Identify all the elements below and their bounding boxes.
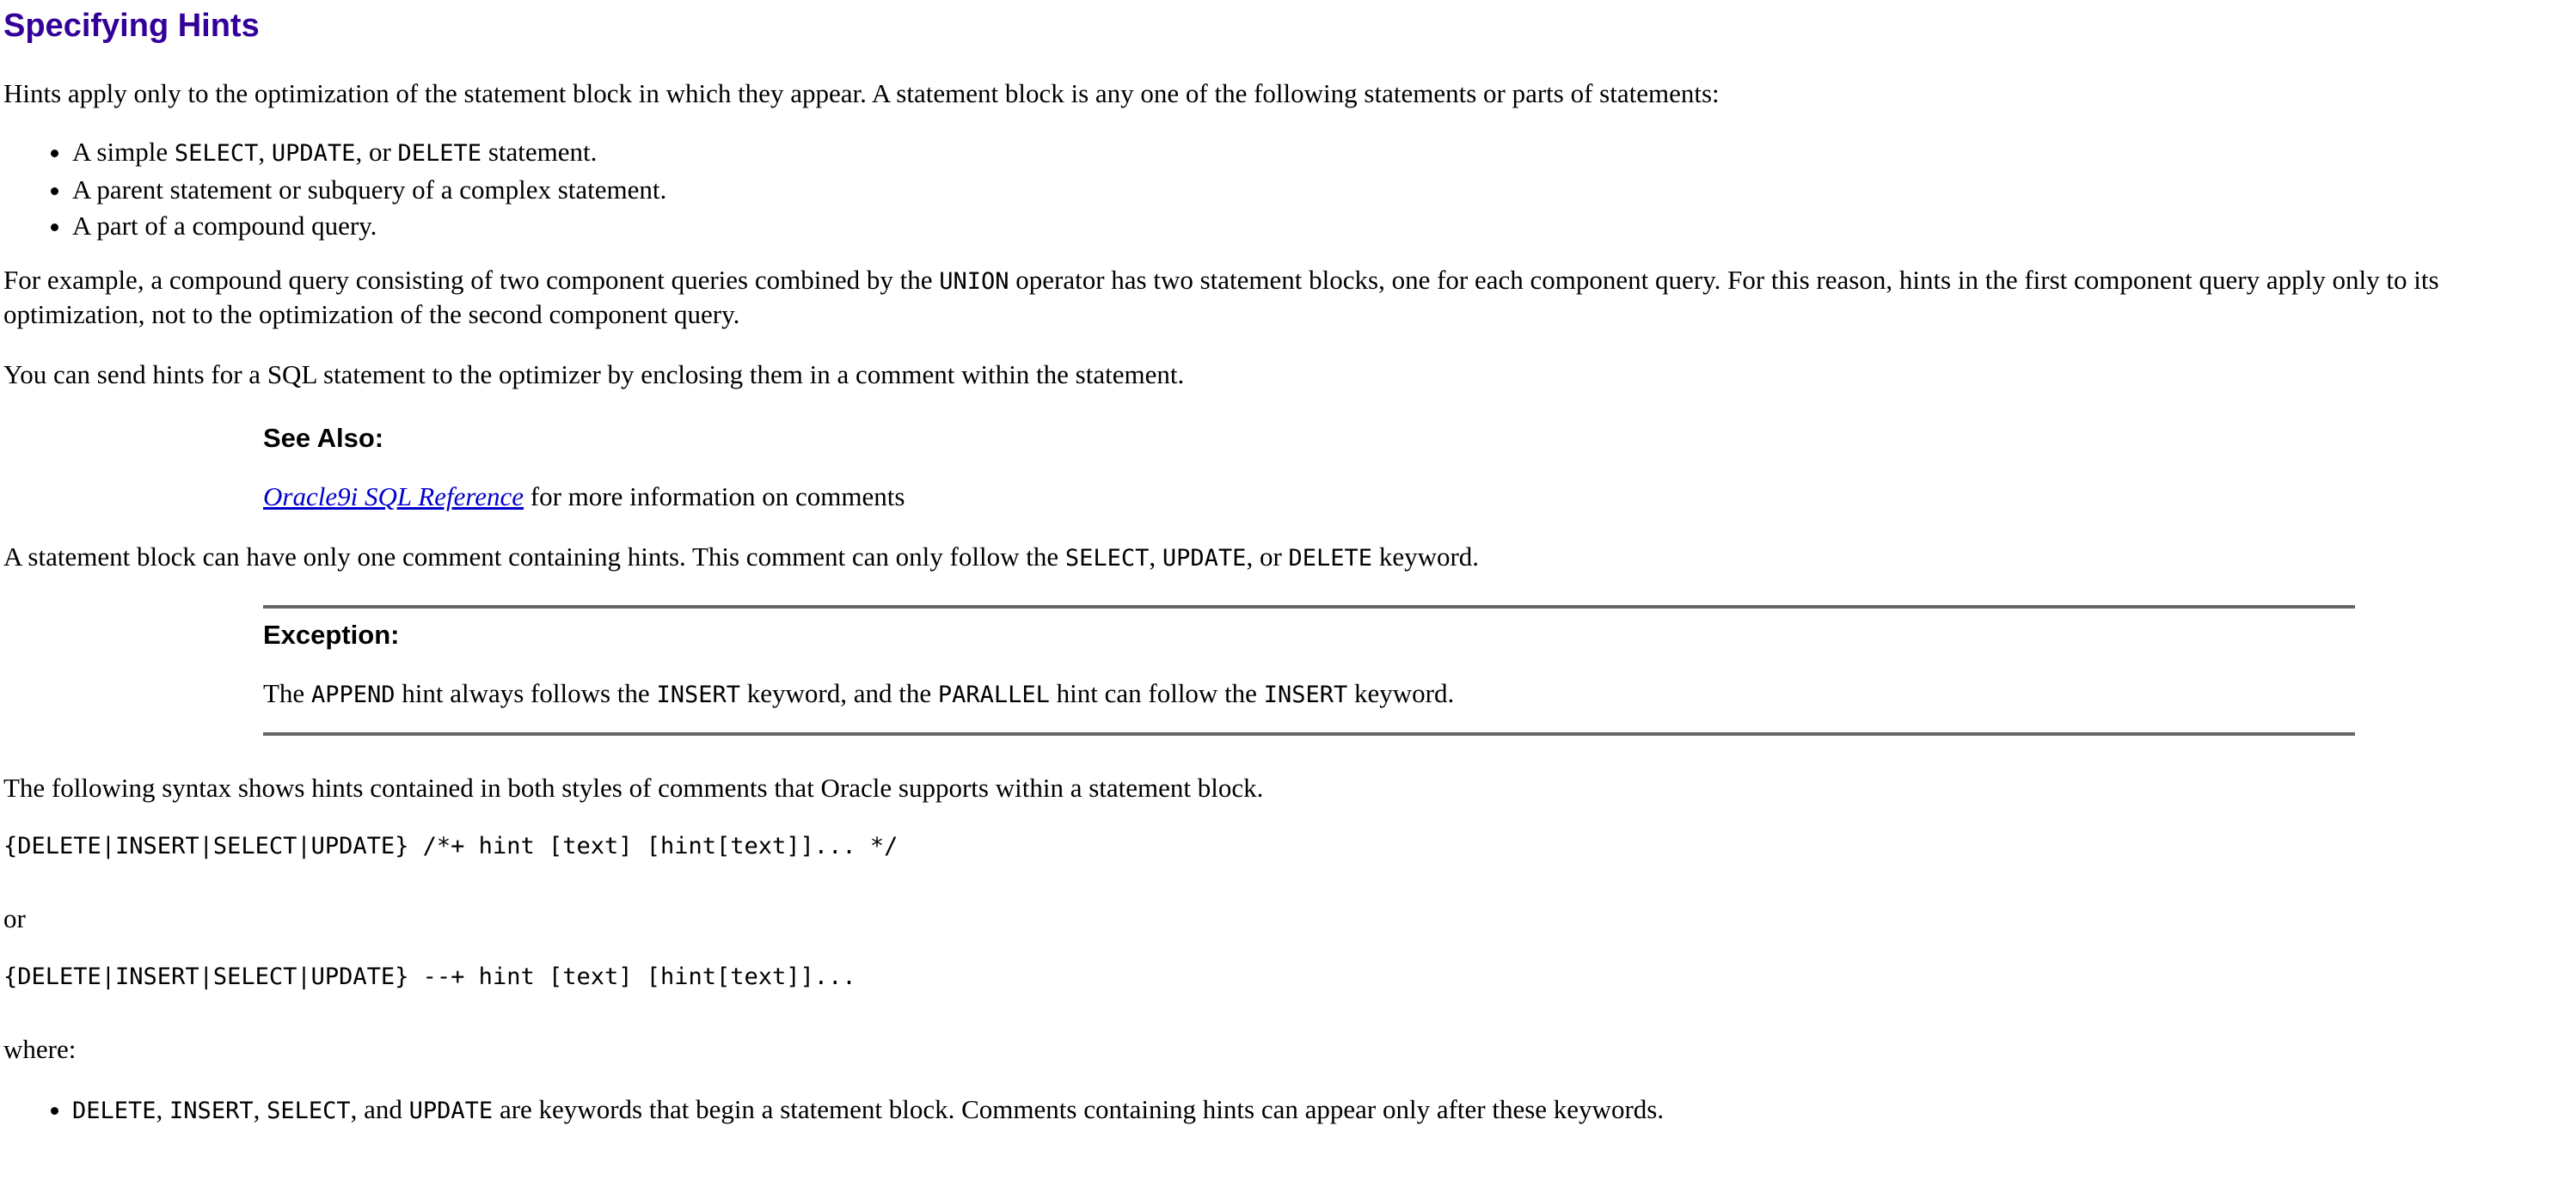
exception-note bbox=[263, 605, 2355, 736]
keyword-append: APPEND bbox=[310, 682, 396, 708]
syntax-line-comment: {DELETE|INSERT|SELECT|UPDATE} --+ hint [text] [hint[text]]... bbox=[3, 963, 856, 990]
see-also-heading: See Also: bbox=[263, 423, 384, 453]
or-paragraph: or bbox=[3, 903, 26, 933]
keyword-update: UPDATE bbox=[271, 140, 356, 167]
list-item: • A part of a compound query. bbox=[72, 208, 2573, 244]
where-list bbox=[3, 1092, 2573, 1129]
keyword-union: UNION bbox=[939, 268, 1009, 295]
keyword-delete: DELETE bbox=[397, 140, 482, 167]
page-title: Specifying Hints bbox=[3, 8, 260, 44]
send-hints-paragraph: You can send hints for a SQL statement to the optimizer by enclosing them in a comment within the statement. bbox=[3, 359, 1185, 389]
text: keyword, and the bbox=[739, 678, 938, 708]
text: A simple bbox=[72, 137, 175, 167]
keyword-update: UPDATE bbox=[1162, 545, 1247, 572]
list-item: • A parent statement or subquery of a complex statement. bbox=[72, 172, 2573, 208]
text: operator has two statement blocks, one for each component query. For this reason, hints in the first component query apply only to its optimization, not to the optimization of the second component query. bbox=[3, 265, 2439, 329]
example-paragraph bbox=[3, 264, 2573, 331]
keyword-insert: INSERT bbox=[1263, 682, 1348, 708]
intro-paragraph: Hints apply only to the optimization of the statement block in which they appear. A statement block is any one of the following statements or parts of statements: bbox=[3, 78, 1720, 108]
statement-block-list bbox=[3, 134, 2573, 244]
see-also-note bbox=[263, 422, 2573, 513]
document-page bbox=[0, 6, 2576, 1129]
text: are keywords that begin a statement block. Comments containing hints can appear only after these keywords. bbox=[493, 1094, 1665, 1124]
text: keyword. bbox=[1347, 678, 1455, 708]
keyword-select: SELECT bbox=[174, 140, 259, 167]
sql-reference-link[interactable]: Oracle9i SQL Reference bbox=[263, 481, 524, 511]
syntax-block-comment: {DELETE|INSERT|SELECT|UPDATE} /*+ hint [text] [hint[text]]... */ bbox=[3, 833, 899, 859]
text: statement. bbox=[481, 137, 598, 167]
list-item bbox=[72, 134, 2573, 172]
exception-body bbox=[263, 677, 2355, 712]
text: , or bbox=[355, 137, 398, 167]
syntax-intro-paragraph: The following syntax shows hints contained in both styles of comments that Oracle supports within a statement block. bbox=[3, 773, 1264, 803]
keyword-delete: DELETE bbox=[1288, 545, 1373, 572]
text: , or bbox=[1246, 541, 1289, 572]
text: A statement block can have only one comment containing hints. This comment can only follow the bbox=[3, 541, 1065, 572]
text: hint can follow the bbox=[1049, 678, 1264, 708]
statement-block-paragraph bbox=[3, 541, 2573, 575]
keyword-insert: INSERT bbox=[169, 1098, 254, 1124]
see-also-body bbox=[263, 480, 2573, 513]
text: hint always follows the bbox=[395, 678, 657, 708]
text: , bbox=[253, 1094, 267, 1124]
exception-heading: Exception: bbox=[263, 620, 400, 650]
text: for more information on comments bbox=[524, 481, 905, 511]
keyword-select: SELECT bbox=[1064, 545, 1150, 572]
keyword-update: UPDATE bbox=[408, 1098, 494, 1124]
text: keyword. bbox=[1372, 541, 1480, 572]
text: , bbox=[258, 137, 272, 167]
text: , and bbox=[350, 1094, 409, 1124]
list-item bbox=[72, 1092, 2573, 1129]
keyword-insert: INSERT bbox=[656, 682, 740, 708]
text: For example, a compound query consisting of two component queries combined by the bbox=[3, 265, 940, 295]
keyword-delete: DELETE bbox=[72, 1098, 156, 1124]
keyword-parallel: PARALLEL bbox=[937, 682, 1050, 708]
where-paragraph: where: bbox=[3, 1034, 77, 1064]
text: , bbox=[156, 1094, 170, 1124]
text: , bbox=[1149, 541, 1162, 572]
text: The bbox=[263, 678, 311, 708]
keyword-select: SELECT bbox=[267, 1098, 351, 1124]
